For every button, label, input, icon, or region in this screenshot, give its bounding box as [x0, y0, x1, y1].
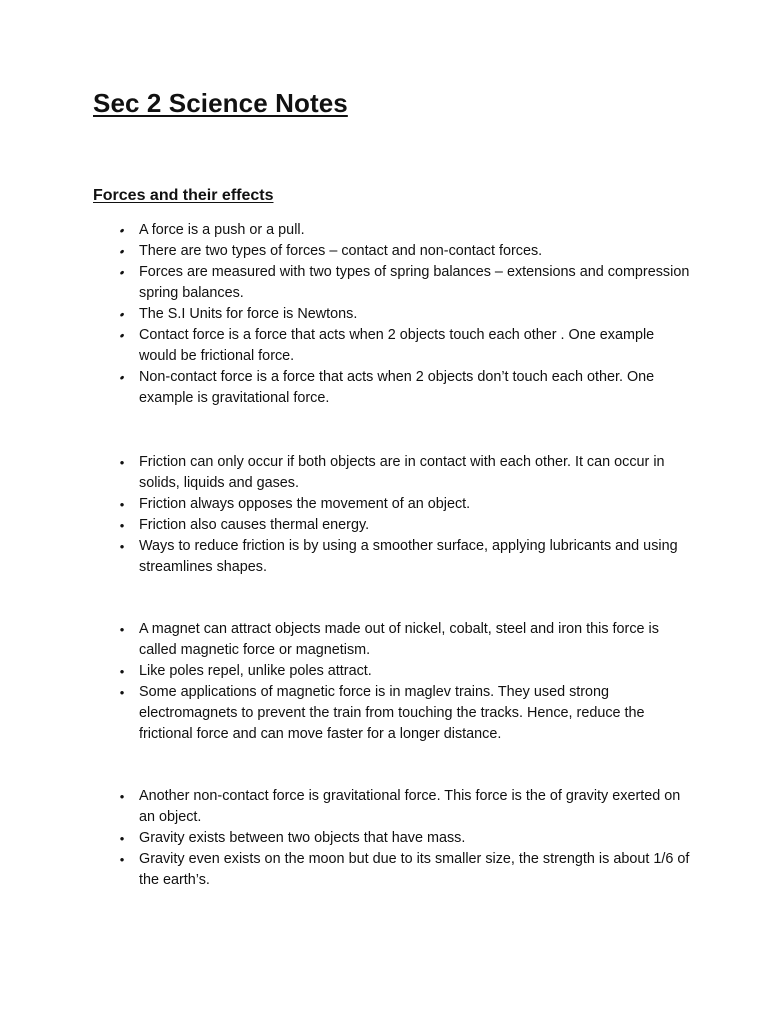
list-item	[93, 452, 693, 494]
list-item-text: The S.I Units for force is Newtons.	[139, 306, 358, 322]
list-item-text: Like poles repel, unlike poles attract.	[139, 663, 372, 679]
list-item-text: Friction also causes thermal energy.	[139, 517, 370, 533]
list-item-text: Friction can only occur if both objects are in contact with each other. It can occur in solids, liquids and gases.	[139, 454, 665, 491]
bullet-icon: •	[119, 539, 125, 554]
bullet-icon: •	[119, 455, 125, 470]
list-item-text: Gravity exists between two objects that have mass.	[139, 830, 466, 846]
list-item	[93, 494, 693, 515]
bullet-icon: •	[119, 831, 125, 846]
bullet-icon: •	[119, 685, 125, 700]
bullet-list-friction	[93, 452, 693, 578]
list-item	[93, 241, 693, 262]
list-item	[93, 682, 693, 745]
list-item	[93, 828, 693, 849]
bullet-icon: •	[119, 518, 125, 533]
bullet-list-magnetism	[93, 619, 693, 745]
bullet-icon: •	[119, 789, 125, 804]
list-item	[93, 849, 693, 891]
list-item	[93, 304, 693, 325]
bullet-icon: •	[119, 497, 125, 512]
list-item	[93, 262, 693, 304]
bullet-icon: •	[116, 328, 128, 343]
list-item-text: Contact force is a force that acts when 2 objects touch each other . One example would be frictional force.	[139, 327, 655, 364]
list-item-text: Some applications of magnetic force is in maglev trains. They used strong electromagnets to prevent the train from touching the tracks. Hence, reduce the frictional force and can move faster for a longer distance.	[139, 684, 645, 742]
bullet-icon: •	[116, 244, 128, 259]
list-item-text: A force is a push or a pull.	[139, 222, 305, 238]
bullet-list-gravity	[93, 786, 693, 891]
list-item-text: There are two types of forces – contact and non-contact forces.	[139, 243, 543, 259]
list-item	[93, 325, 693, 367]
bullet-icon: •	[119, 664, 125, 679]
bullet-icon: •	[116, 223, 128, 238]
list-item-text: Forces are measured with two types of spring balances – extensions and compression spring balances.	[139, 264, 690, 301]
list-item	[93, 661, 693, 682]
section-heading: Forces and their effects	[93, 187, 274, 204]
bullet-icon: •	[116, 265, 128, 280]
bullet-icon: •	[119, 622, 125, 637]
page-title: Sec 2 Science Notes	[93, 88, 348, 118]
bullet-icon: •	[116, 307, 128, 322]
list-item	[93, 367, 693, 409]
bullet-icon: •	[119, 852, 125, 867]
bullet-icon: •	[116, 370, 128, 385]
list-item-text: A magnet can attract objects made out of nickel, cobalt, steel and iron this force is called magnetic force or magnetism.	[139, 621, 659, 658]
list-item	[93, 515, 693, 536]
list-item	[93, 619, 693, 661]
list-item-text: Non-contact force is a force that acts when 2 objects don’t touch each other. One example is gravitational force.	[139, 369, 655, 406]
list-item-text: Another non-contact force is gravitational force. This force is the of gravity exerted on an object.	[139, 788, 681, 825]
bullet-list-forces	[93, 220, 693, 409]
list-item-text: Gravity even exists on the moon but due to its smaller size, the strength is about 1/6 of the earth’s.	[139, 851, 690, 888]
list-item	[93, 786, 693, 828]
list-item	[93, 220, 693, 241]
list-item	[93, 536, 693, 578]
list-item-text: Ways to reduce friction is by using a smoother surface, applying lubricants and using streamlines shapes.	[139, 538, 678, 575]
list-item-text: Friction always opposes the movement of an object.	[139, 496, 471, 512]
